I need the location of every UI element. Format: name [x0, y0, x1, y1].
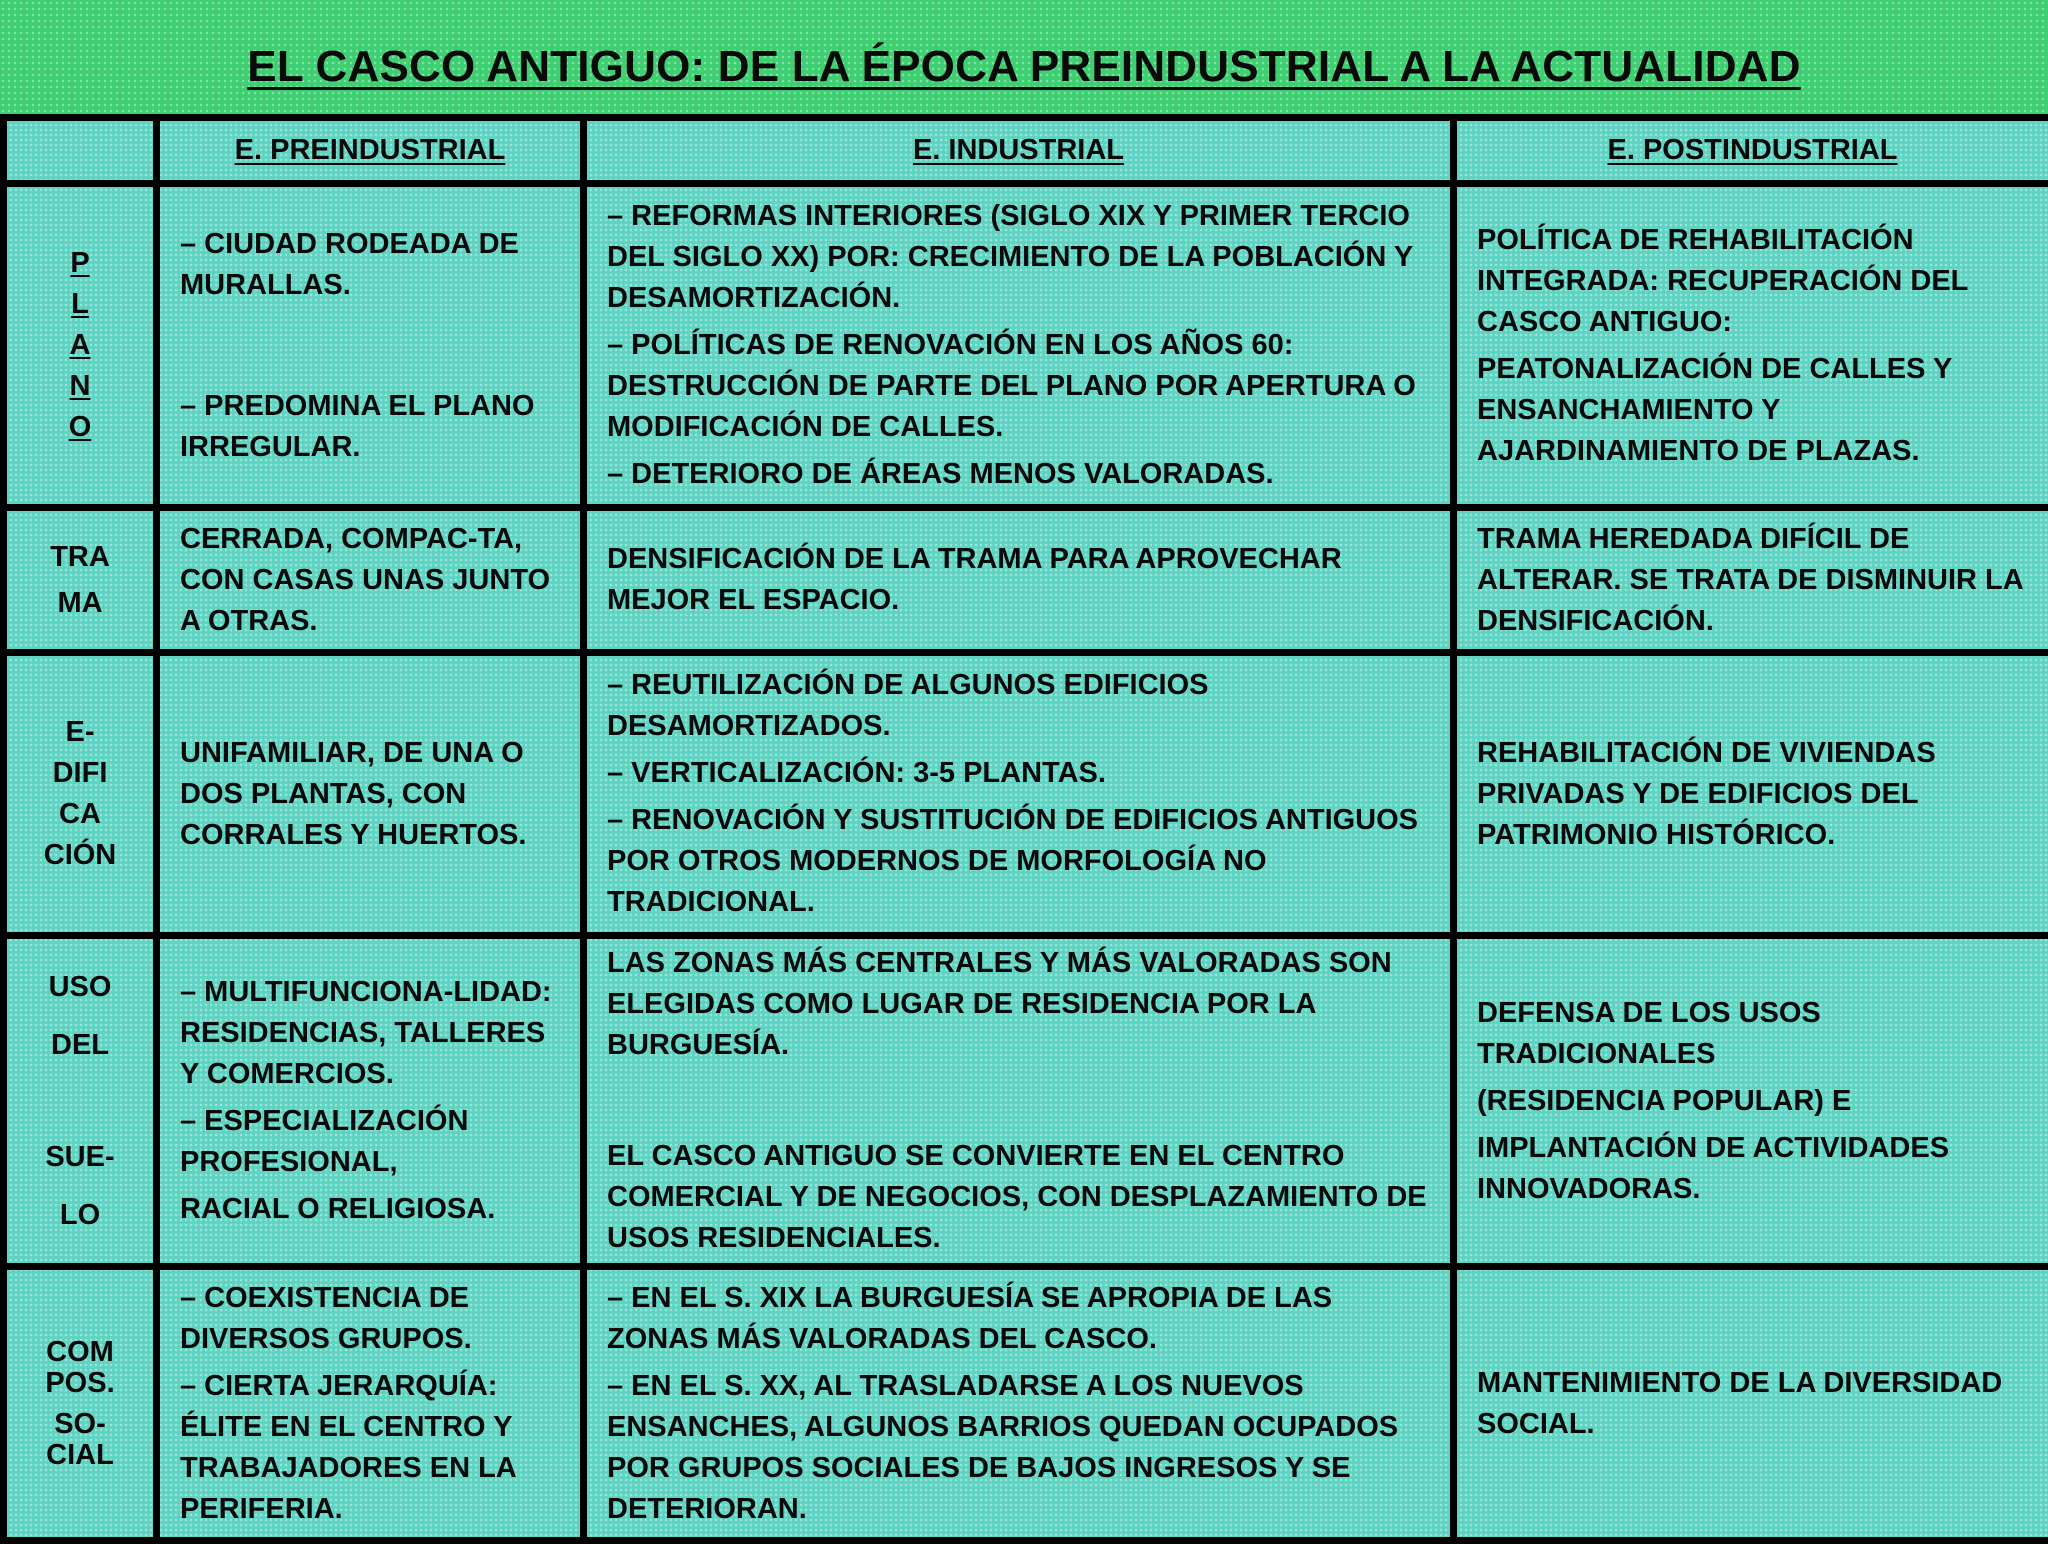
cell-text: – ESPECIALIZACIÓN PROFESIONAL,	[180, 1101, 560, 1183]
row-label-line: CIÓN	[27, 835, 133, 876]
row-label-line: POS.	[27, 1363, 133, 1404]
spacer	[180, 306, 560, 386]
page-title: EL CASCO ANTIGUO: DE LA ÉPOCA PREINDUSTRIAL A LA ACTUALIDAD	[247, 42, 1800, 92]
cell-text: – EN EL S. XX, AL TRASLADARSE A LOS NUEVOS ENSANCHES, ALGUNOS BARRIOS QUEDAN OCUPADOS POR GRUPOS SOCIALES DE BAJOS INGRESOS Y SE DETERIORAN.	[607, 1366, 1430, 1530]
cell-edificacion-preindustrial	[157, 653, 584, 936]
cell-composicion-preindustrial	[157, 1267, 584, 1541]
cell-text: DENSIFICACIÓN DE LA TRAMA PARA APROVECHAR MEJOR EL ESPACIO.	[607, 539, 1430, 621]
cell-text: – REFORMAS INTERIORES (SIGLO XIX Y PRIMER TERCIO DEL SIGLO XX) POR: CRECIMIENTO DE LA POBLACIÓN Y DESAMORTIZACIÓN.	[607, 196, 1430, 319]
cell-text: – VERTICALIZACIÓN: 3-5 PLANTAS.	[607, 753, 1430, 794]
row-label-line: DEL	[27, 1016, 133, 1074]
cell-uso-industrial	[584, 936, 1454, 1267]
row-plano	[4, 184, 2048, 508]
cell-uso-preindustrial	[157, 936, 584, 1267]
cell-text: – CIUDAD RODEADA DE MURALLAS.	[180, 224, 560, 306]
row-label-line: L	[27, 284, 133, 325]
row-trama	[4, 508, 2048, 653]
comparison-table	[0, 114, 2048, 1544]
row-label-line: CA	[27, 794, 133, 835]
cell-trama-industrial	[584, 508, 1454, 653]
cell-text: MANTENIMIENTO DE LA DIVERSIDAD SOCIAL.	[1477, 1363, 2028, 1445]
header-row	[4, 118, 2048, 184]
header-industrial: E. INDUSTRIAL	[584, 118, 1454, 184]
cell-text: CERRADA, COMPAC-TA, CON CASAS UNAS JUNTO A OTRAS.	[180, 519, 560, 642]
row-label-line: TRA	[27, 534, 133, 580]
header-preindustrial: E. PREINDUSTRIAL	[157, 118, 584, 184]
cell-uso-postindustrial	[1454, 936, 2048, 1267]
spacer	[27, 1074, 133, 1128]
cell-text: DEFENSA DE LOS USOS TRADICIONALES	[1477, 993, 2028, 1075]
row-composicion-social	[4, 1267, 2048, 1541]
row-label-line: P	[27, 243, 133, 284]
cell-text: – MULTIFUNCIONA-LIDAD: RESIDENCIAS, TALLERES Y COMERCIOS.	[180, 972, 560, 1095]
cell-text: – COEXISTENCIA DE DIVERSOS GRUPOS.	[180, 1278, 560, 1360]
row-label-line: SUE-	[27, 1128, 133, 1186]
cell-text: LAS ZONAS MÁS CENTRALES Y MÁS VALORADAS SON ELEGIDAS COMO LUGAR DE RESIDENCIA POR LA BURGUESÍA.	[607, 943, 1430, 1066]
header-corner-cell	[4, 118, 157, 184]
cell-edificacion-postindustrial	[1454, 653, 2048, 936]
cell-text: – REUTILIZACIÓN DE ALGUNOS EDIFICIOS DESAMORTIZADOS.	[607, 665, 1430, 747]
cell-text: TRAMA HEREDADA DIFÍCIL DE ALTERAR. SE TRATA DE DISMINUIR LA DENSIFICACIÓN.	[1477, 519, 2028, 642]
row-edificacion	[4, 653, 2048, 936]
cell-text: UNIFAMILIAR, DE UNA O DOS PLANTAS, CON CORRALES Y HUERTOS.	[180, 733, 560, 856]
row-label-line: O	[27, 407, 133, 448]
row-label-line: A	[27, 325, 133, 366]
cell-text: – RENOVACIÓN Y SUSTITUCIÓN DE EDIFICIOS ANTIGUOS POR OTROS MODERNOS DE MORFOLOGÍA NO TRADICIONAL.	[607, 800, 1430, 923]
cell-text: RACIAL O RELIGIOSA.	[180, 1189, 560, 1230]
row-label-line: DIFI	[27, 753, 133, 794]
row-label-line: MA	[27, 580, 133, 626]
row-label-line: COM	[27, 1332, 133, 1373]
header-postindustrial: E. POSTINDUSTRIAL	[1454, 118, 2048, 184]
row-label-plano	[4, 184, 157, 508]
title-band	[0, 0, 2048, 114]
cell-plano-postindustrial	[1454, 184, 2048, 508]
cell-composicion-industrial	[584, 1267, 1454, 1541]
row-label-composicion-social	[4, 1267, 157, 1541]
row-label-uso-del-suelo	[4, 936, 157, 1267]
cell-text: EL CASCO ANTIGUO SE CONVIERTE EN EL CENTRO COMERCIAL Y DE NEGOCIOS, CON DESPLAZAMIENTO DE USOS RESIDENCIALES.	[607, 1136, 1430, 1259]
row-label-line: E-	[27, 712, 133, 753]
cell-text: (RESIDENCIA POPULAR) E	[1477, 1081, 2028, 1122]
cell-plano-preindustrial	[157, 184, 584, 508]
cell-text: REHABILITACIÓN DE VIVIENDAS PRIVADAS Y DE EDIFICIOS DEL PATRIMONIO HISTÓRICO.	[1477, 733, 2028, 856]
row-label-line: USO	[27, 958, 133, 1016]
row-label-edificacion	[4, 653, 157, 936]
row-label-line: CIAL	[27, 1435, 133, 1476]
spacer	[607, 1066, 1430, 1136]
cell-text: POLÍTICA DE REHABILITACIÓN INTEGRADA: RECUPERACIÓN DEL CASCO ANTIGUO:	[1477, 220, 2028, 343]
row-label-line: LO	[27, 1186, 133, 1244]
cell-text: PEATONALIZACIÓN DE CALLES Y ENSANCHAMIENTO Y AJARDINAMIENTO DE PLAZAS.	[1477, 349, 2028, 472]
cell-text: – EN EL S. XIX LA BURGUESÍA SE APROPIA DE LAS ZONAS MÁS VALORADAS DEL CASCO.	[607, 1278, 1430, 1360]
row-uso-del-suelo	[4, 936, 2048, 1267]
cell-composicion-postindustrial	[1454, 1267, 2048, 1541]
row-label-line: N	[27, 366, 133, 407]
row-label-line: SO-	[27, 1404, 133, 1445]
cell-plano-industrial	[584, 184, 1454, 508]
row-label-trama	[4, 508, 157, 653]
cell-text: IMPLANTACIÓN DE ACTIVIDADES INNOVADORAS.	[1477, 1128, 2028, 1210]
cell-text: – POLÍTICAS DE RENOVACIÓN EN LOS AÑOS 60: DESTRUCCIÓN DE PARTE DEL PLANO POR APERTURA O MODIFICACIÓN DE CALLES.	[607, 325, 1430, 448]
cell-text: – PREDOMINA EL PLANO IRREGULAR.	[180, 386, 560, 468]
cell-text: – CIERTA JERARQUÍA: ÉLITE EN EL CENTRO Y TRABAJADORES EN LA PERIFERIA.	[180, 1366, 560, 1530]
cell-trama-preindustrial	[157, 508, 584, 653]
cell-edificacion-industrial	[584, 653, 1454, 936]
cell-text: – DETERIORO DE ÁREAS MENOS VALORADAS.	[607, 454, 1430, 495]
cell-trama-postindustrial	[1454, 508, 2048, 653]
